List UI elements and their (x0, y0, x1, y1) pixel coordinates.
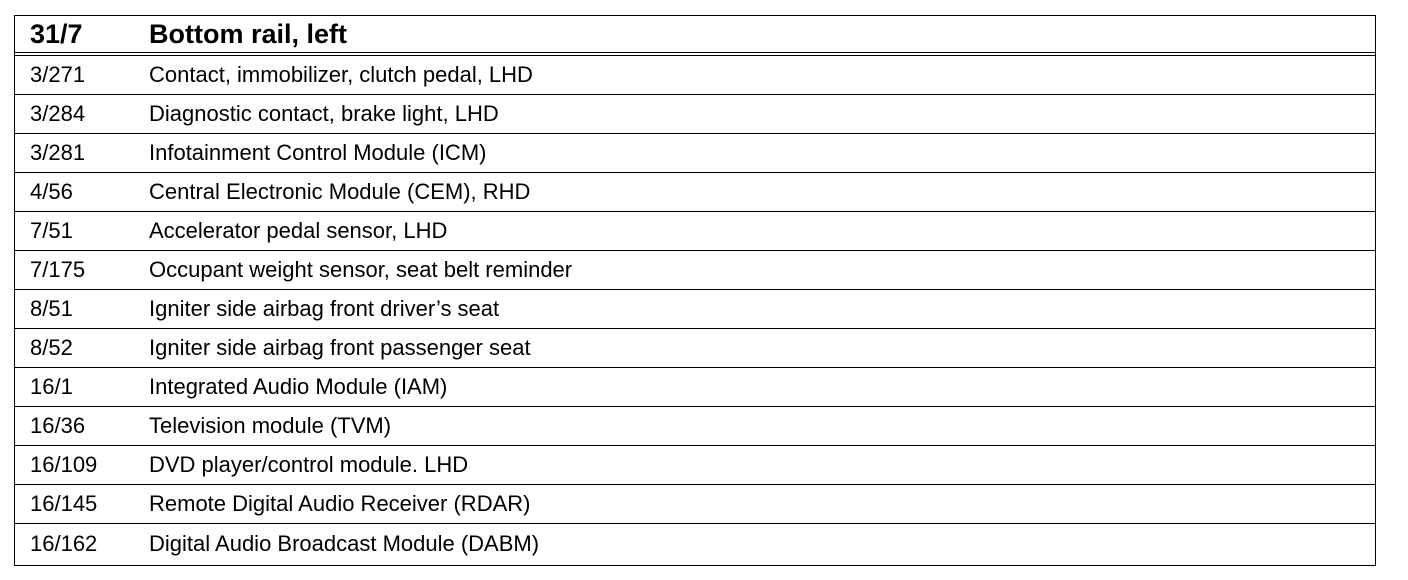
component-description: Digital Audio Broadcast Module (DABM) (149, 530, 540, 556)
component-code: 7/175 (30, 257, 86, 282)
table-row (15, 485, 1375, 524)
table-body (15, 56, 1375, 563)
table-row (15, 290, 1375, 329)
component-description: Integrated Audio Module (IAM) (149, 374, 448, 399)
table-row (15, 95, 1375, 134)
component-description: Central Electronic Module (CEM), RHD (149, 179, 531, 204)
component-code: 16/109 (30, 452, 98, 477)
component-description: Television module (TVM) (149, 413, 392, 438)
table-row (15, 407, 1375, 446)
table-row (15, 251, 1375, 290)
table-row (15, 212, 1375, 251)
table-row (15, 134, 1375, 173)
table-row (15, 524, 1375, 563)
component-description: DVD player/control module. LHD (149, 452, 469, 477)
component-table (14, 15, 1376, 566)
table-row (15, 329, 1375, 368)
component-code: 8/51 (30, 296, 73, 321)
component-description: Accelerator pedal sensor, LHD (149, 218, 448, 243)
table-row (15, 173, 1375, 212)
component-code: 3/271 (30, 62, 86, 87)
component-description: Remote Digital Audio Receiver (RDAR) (149, 491, 531, 516)
component-code: 3/281 (30, 140, 86, 165)
component-code: 3/284 (30, 101, 86, 126)
component-code: 16/145 (30, 491, 98, 516)
table-row (15, 368, 1375, 407)
component-description: Infotainment Control Module (ICM) (149, 140, 487, 165)
component-code: 16/162 (30, 530, 98, 556)
component-code: 8/52 (30, 335, 73, 360)
table-row (15, 56, 1375, 95)
header-code: 31/7 (30, 18, 83, 49)
table-row (15, 446, 1375, 485)
component-description: Igniter side airbag front passenger seat (149, 335, 531, 360)
component-description: Occupant weight sensor, seat belt reminder (149, 257, 573, 282)
header-title: Bottom rail, left (149, 18, 348, 49)
component-code: 16/1 (30, 374, 73, 399)
component-description: Diagnostic contact, brake light, LHD (149, 101, 499, 126)
component-code: 4/56 (30, 179, 73, 204)
component-code: 16/36 (30, 413, 86, 438)
component-description: Contact, immobilizer, clutch pedal, LHD (149, 62, 533, 87)
component-code: 7/51 (30, 218, 73, 243)
component-description: Igniter side airbag front driver’s seat (149, 296, 500, 321)
table-header (15, 16, 1375, 56)
